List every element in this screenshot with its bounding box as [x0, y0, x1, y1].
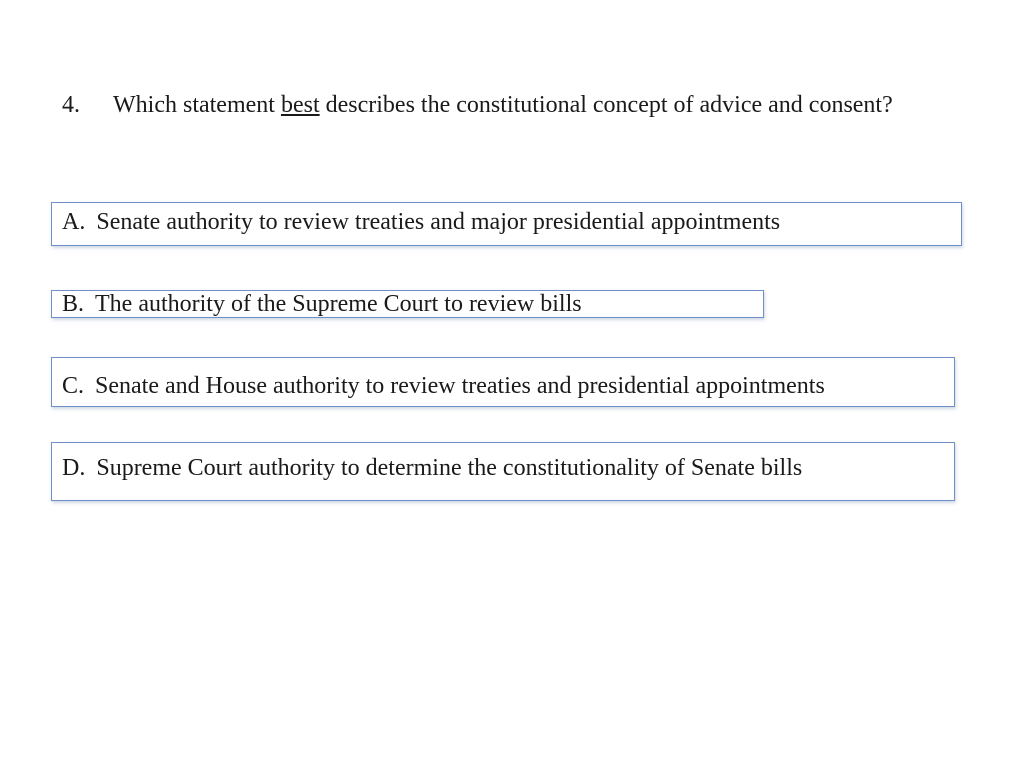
option-text: The authority of the Supreme Court to review bills — [95, 291, 582, 317]
answer-option-c[interactable] — [51, 357, 955, 407]
answer-option-a[interactable] — [51, 202, 962, 246]
option-text: Supreme Court authority to determine the constitutionality of Senate bills — [96, 455, 803, 481]
option-letter: A. — [62, 209, 86, 235]
question-text-before: Which statement — [113, 92, 281, 118]
question-text-after: describes the constitutional concept of advice and consent? — [319, 92, 893, 118]
answer-option-d[interactable] — [51, 442, 955, 501]
question-number: 4. — [62, 92, 80, 118]
option-text: Senate authority to review treaties and major presidential appointments — [96, 209, 781, 235]
option-letter: C. — [62, 373, 85, 399]
answer-option-b[interactable] — [51, 290, 764, 318]
option-text: Senate and House authority to review treaties and presidential appointments — [95, 373, 825, 399]
question-emphasis: best — [280, 92, 320, 118]
option-letter: D. — [62, 455, 86, 481]
question-text — [113, 88, 943, 122]
option-letter: B. — [62, 291, 85, 317]
